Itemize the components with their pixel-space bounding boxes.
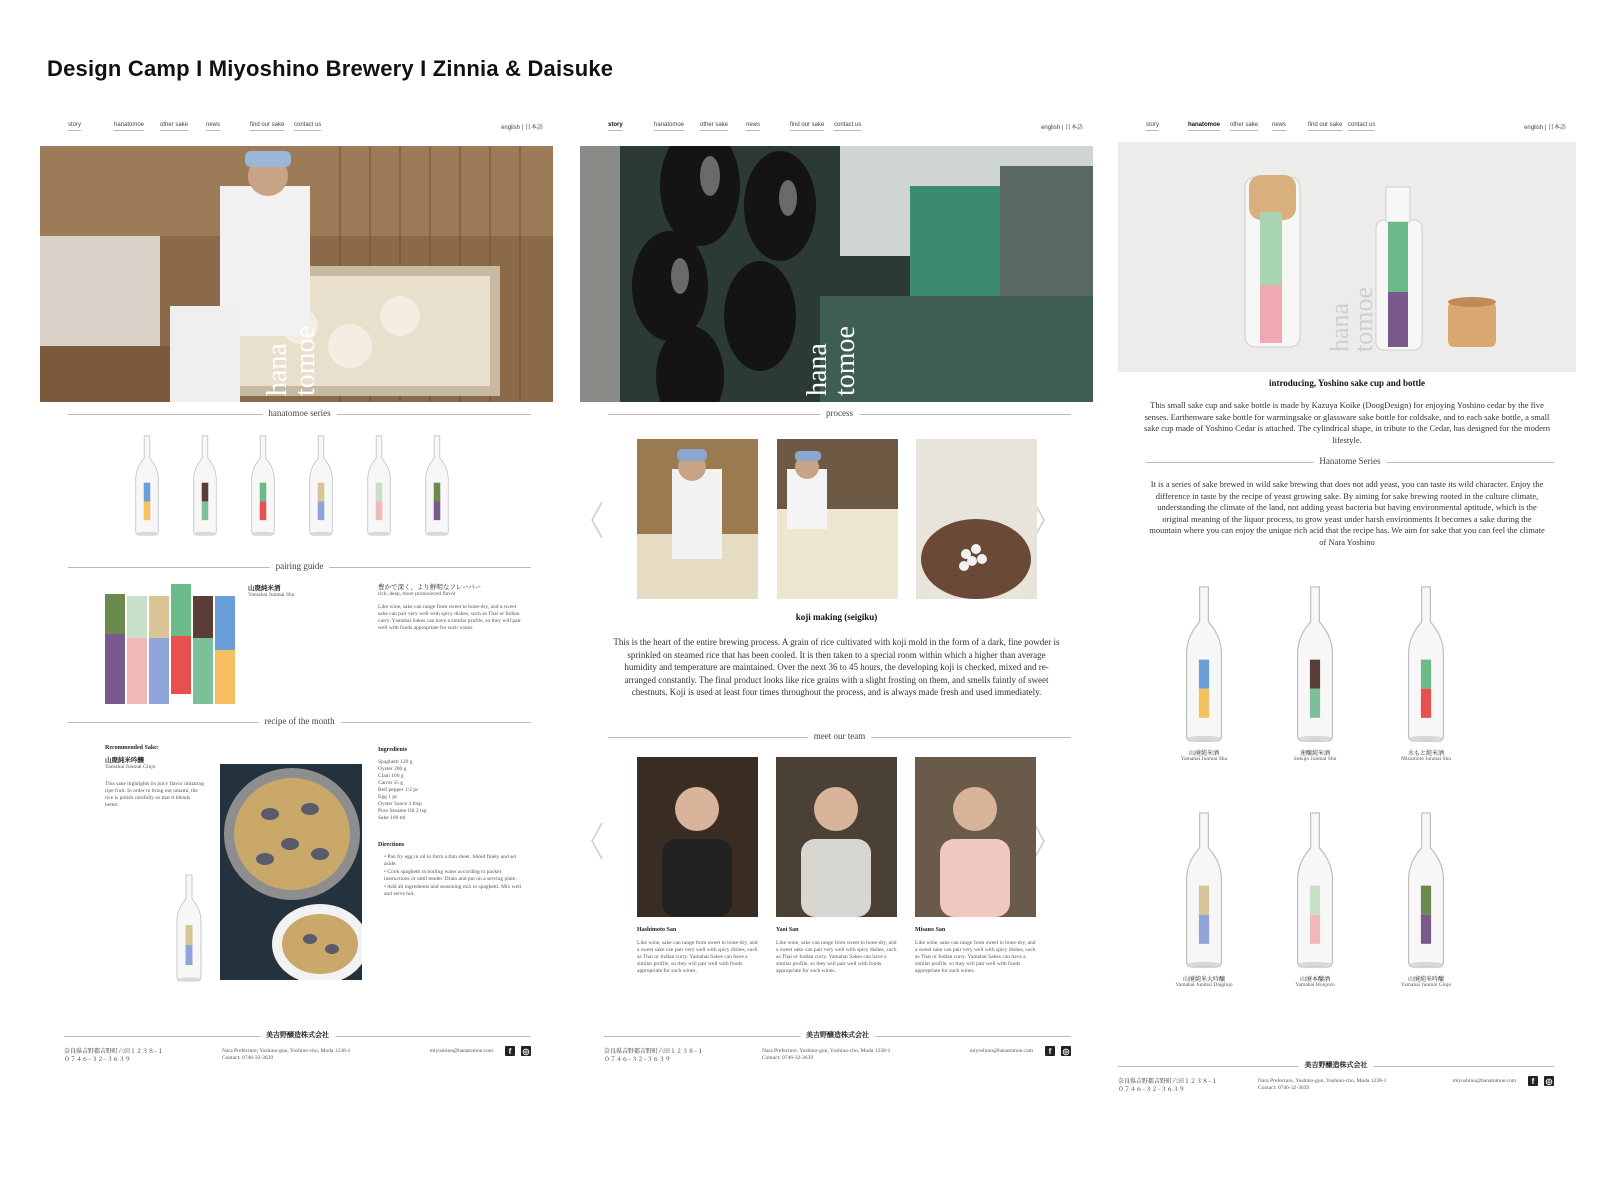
- series-text: It is a series of sake brewed in wild sake brewing that does not add yeast, you can taste its wild character. Enjoy the difference in taste by the recipe of yeast growing sake. By aiming for sake brewing rooted in the culture climate, understanding the climate of the land, not adding yeast bacteria but having environmental aptitude, which is the original meaning of the liquor process, to grow yeast under harsh environments It becomes a sake during the mountain where you can enjoy the unique rich acid that the recipe has. We aim for sake that you can feel the climate of Nara Yoshino: [1149, 479, 1545, 547]
- product-name-en: Sokujo Junmai Shu: [1293, 756, 1337, 762]
- series-bottle[interactable]: [422, 434, 452, 542]
- pairing-block-bottom-5: [215, 650, 235, 704]
- series-bottle[interactable]: [132, 434, 162, 542]
- product-bottle[interactable]: [1177, 810, 1231, 975]
- footer-company: 美吉野醸造株式会社: [260, 1030, 335, 1040]
- recommended-bottle: [173, 873, 205, 983]
- pairing-block-top-1: [127, 596, 147, 638]
- ingredient-item: Sake 100 ml: [378, 815, 406, 821]
- logo-tomoe-text: tomoe: [290, 326, 321, 396]
- product-name-jp: 山廃純米大吟醸: [1182, 977, 1225, 983]
- section-label: process: [820, 408, 859, 418]
- product-name-jp: 山廃純米吟醸: [1407, 977, 1444, 983]
- pairing-block-bottom-4: [193, 638, 213, 704]
- pairing-sake-en: Yamahai Junmai Shu: [248, 592, 295, 598]
- section-label: recipe of the month: [258, 716, 340, 726]
- team-member-bio: Like wine, sake can range from sweet to bone-dry, and a sweet sake can pair very well with spicy dishes, such as Thai or Indian curry. Yamahai Sakes can have a similar profile, so they will pair well with foods appropriate for such wines.: [637, 940, 758, 974]
- section-rule-series: [1146, 456, 1554, 468]
- footer-address-en: Nara Prefecture, Yoshino-gun, Yoshino-cho, Muda 1238-1 Contact: 0746-32-3639: [762, 1048, 891, 1061]
- language-switch[interactable]: english | 日本語: [501, 125, 543, 131]
- nav-hanatomoe[interactable]: hanatomoe: [654, 122, 684, 131]
- ingredient-item: Oyster 200 g: [378, 766, 407, 772]
- hero-image-brewery: [580, 146, 1093, 402]
- nav-other-sake[interactable]: other sake: [160, 122, 188, 131]
- series-bottle[interactable]: [364, 434, 394, 542]
- bullet-icon: •: [384, 869, 388, 875]
- logo-hana-text: hana: [1325, 302, 1354, 352]
- team-member-name: Misano San: [915, 927, 946, 933]
- footer-company: 美吉野醸造株式会社: [1299, 1060, 1374, 1070]
- pairing-flavor-en: rich, deep, more pronounced flavor: [378, 591, 456, 597]
- nav-other-sake[interactable]: other sake: [700, 122, 728, 131]
- section-label: hanatomoe series: [262, 408, 336, 418]
- pairing-block-top-4: [193, 596, 213, 638]
- team-member-bio: Like wine, sake can range from sweet to bone-dry, and a sweet sake can pair very well with spicy dishes, such as Thai or Indian curry. Yamahai Sakes can have a similar profile, so they will pair well with foods appropriate for such wines.: [776, 940, 897, 974]
- section-rule-pairing: [68, 561, 531, 573]
- product-name-en: Yamahai Junmai Daiginjo: [1175, 982, 1233, 988]
- board-title: Design Camp I Miyoshino Brewery I Zinnia & Daisuke: [47, 56, 614, 81]
- nav-find-sake[interactable]: find our sake: [790, 122, 824, 131]
- hanatomoe-logo: [258, 246, 333, 396]
- footer-email[interactable]: miyoshino@hanatomoe.com: [969, 1048, 1033, 1054]
- team-member-bio: Like wine, sake can range from sweet to bone-dry, and a sweet sake can pair very well with spicy dishes, such as Thai or Indian curry. Yamahai Sakes can have a similar profile, so they will pair well with foods appropriate for such wines.: [915, 940, 1036, 974]
- nav-find-sake[interactable]: find our sake: [250, 122, 284, 131]
- top-nav: [1146, 122, 1566, 136]
- product-name-jp: 水もと純米酒: [1407, 751, 1444, 757]
- product-name-jp: 速醸純米酒: [1299, 751, 1330, 757]
- ingredient-item: Carrot 35 g: [378, 780, 404, 786]
- pairing-sake-jp: 山廃純米酒: [248, 585, 281, 592]
- recommended-jp: 山廃純米吟醸: [105, 757, 144, 764]
- process-photo-3: [916, 439, 1037, 599]
- logo-tomoe-text: tomoe: [1349, 287, 1378, 352]
- footer-address-jp: 奈良県吉野郡吉野町六田１２３８−１ ０７４６−３２−３６３９: [1118, 1079, 1218, 1093]
- pairing-text: Like wine, sake can range from sweet to bone-dry, and a sweet sake can pair very well with spicy dishes, such as Thai or Indian curry. Yamahai Sakes can have a similar profile, so they will pair well with foods appropriate for such wines.: [378, 604, 521, 631]
- recommended-en: Yamahai Junmai Ginjo: [105, 764, 156, 770]
- nav-news[interactable]: news: [1272, 122, 1286, 131]
- section-label: Hanatome Series: [1313, 456, 1386, 466]
- product-name-en: Yamahai Junmai Shu: [1180, 756, 1228, 762]
- ingredients-label: Ingredients: [378, 747, 408, 753]
- pairing-block-bottom-1: [127, 638, 147, 704]
- ingredient-item: Clam 100 g: [378, 773, 404, 779]
- pairing-block-top-5: [215, 596, 235, 650]
- directions-list: [378, 854, 528, 898]
- product-name-en: Mizumoto Junmai Shu: [1400, 756, 1452, 762]
- recommended-text: This sake highlights its juicy flavor imitating ripe fruit. In order to bring out umami, the rice is polish carefully so that it blends better.: [105, 781, 204, 808]
- pairing-block-top-0: [105, 594, 125, 634]
- section-label: meet our team: [808, 731, 871, 741]
- nav-story[interactable]: story: [68, 122, 81, 131]
- nav-contact[interactable]: contact us: [834, 122, 861, 131]
- language-switch[interactable]: english | 日本語: [1524, 125, 1566, 131]
- pairing-block-top-3: [171, 584, 191, 636]
- intro-text: This small sake cup and sake bottle is made by Kazuya Koike (DoogDesign) for enjoying Yoshino cedar by the five senses. Earthenware sake bottle for warmingsake or glassware sake bottle for coldsake, and to each sake bottle, a small sake cup made of Yoshino Cedar is attached. The cylindrical shape, in tribute to the Cedar, has designed for the modern lifestyle.: [1144, 400, 1550, 445]
- product-bottle[interactable]: [1399, 810, 1453, 975]
- pairing-color-chart: [105, 582, 241, 704]
- footer-address-en: Nara Prefecture, Yoshino-gun, Yoshino-cho, Muda 1238-1 Contact: 0746-32-3639: [1258, 1078, 1387, 1091]
- ingredient-item: Oyster Sauce 3 tbsp: [378, 801, 422, 807]
- facebook-icon[interactable]: f: [505, 1046, 515, 1056]
- bullet-icon: •: [384, 854, 388, 860]
- section-rule-series: [68, 408, 531, 420]
- product-name-en: Yamahai Junmai Ginjo: [1400, 982, 1452, 988]
- hero-cup-and-bottle: [1118, 142, 1576, 372]
- nav-contact[interactable]: contact us: [1348, 122, 1375, 131]
- pairing-sake-info: [248, 583, 358, 599]
- nav-find-sake[interactable]: find our sake: [1308, 122, 1342, 131]
- logo-hana-text: hana: [802, 343, 833, 396]
- ingredients-list: [378, 759, 528, 822]
- recipe-photo-pasta: [220, 764, 362, 980]
- page-hanatomoe-home: [40, 116, 553, 1076]
- pairing-flavor-jp: 豊かで深く、より鮮明なフレーバー: [378, 584, 482, 591]
- pairing-block-bottom-3: [171, 636, 191, 694]
- ingredient-item: Spaghetti 120 g: [378, 759, 413, 765]
- section-rule-team: [608, 731, 1071, 743]
- nav-hanatomoe[interactable]: hanatomoe: [1188, 122, 1220, 131]
- nav-news[interactable]: news: [746, 122, 760, 131]
- koji-description: This is the heart of the entire brewing process. A grain of rice cultivated with koji mold in the form of a dark, fine powder is sprinkled on steamed rice that has been cooled. It is then taken to a special room within which a higher than average humidity and temperature are maintained. Over the next 36 to 45 hours, the developing koji is checked, mixed and re-arranged constantly. The final product looks like rice grains with a slight frosting on them, and smells faintly of sweet chestnuts. Koji is used at least four times throughout the process, and is always made fresh and used immediately.: [613, 637, 1060, 697]
- hanatomoe-logo: [798, 246, 873, 396]
- facebook-icon[interactable]: f: [1045, 1046, 1055, 1056]
- product-bottle[interactable]: [1288, 810, 1342, 975]
- koji-title: koji making (seigiku): [795, 612, 878, 622]
- section-rule-recipe: [68, 716, 531, 728]
- ingredient-item: Pure Sesame Oil 2 tsp: [378, 808, 427, 814]
- footer-address-jp: 奈良県吉野郡吉野町六田１２３８−１ ０７４６−３２−３６３９: [64, 1049, 164, 1063]
- product-bottle[interactable]: [1288, 584, 1342, 749]
- product-name-jp: 山廃本醸酒: [1299, 977, 1330, 983]
- ingredient-item: Bell pepper 1/2 pc: [378, 787, 419, 793]
- footer-address-en: Nara Prefecture, Yoshino-gun, Yoshino-cho, Muda 1238-1 Contact: 0746-32-3639: [222, 1048, 351, 1061]
- pairing-block-bottom-0: [105, 634, 125, 704]
- nav-story[interactable]: story: [608, 122, 623, 131]
- product-name-jp: 山廃純米酒: [1188, 751, 1219, 757]
- section-label: pairing guide: [270, 561, 330, 571]
- pairing-block-top-2: [149, 596, 169, 638]
- recommended-label: Recommended Sake:: [105, 745, 159, 751]
- process-photo-1: [637, 439, 758, 599]
- nav-news[interactable]: news: [206, 122, 220, 131]
- product-bottle[interactable]: [1399, 584, 1453, 749]
- instagram-icon[interactable]: ◎: [1545, 1077, 1553, 1086]
- footer-email[interactable]: miyoshino@hanatomoe.com: [429, 1048, 493, 1054]
- series-bottle[interactable]: [306, 434, 336, 542]
- page-story: [580, 116, 1093, 1076]
- nav-story[interactable]: story: [1146, 122, 1159, 131]
- pairing-flavor-block: [378, 582, 526, 632]
- direction-step: • Cook spaghetti in boiling water according to packet instructions or until tender. Drain and put on a serving plate.: [384, 869, 517, 882]
- top-nav: [608, 122, 1083, 136]
- nav-other-sake[interactable]: other sake: [1230, 122, 1258, 131]
- logo-hana-text: hana: [262, 343, 293, 396]
- series-bottle[interactable]: [190, 434, 220, 542]
- recipe-ingredients: [378, 747, 528, 899]
- hero-image-brewer: [40, 146, 553, 402]
- instagram-icon[interactable]: ◎: [1062, 1047, 1070, 1056]
- carousel-prev-icon[interactable]: [590, 500, 604, 540]
- instagram-icon[interactable]: ◎: [522, 1047, 530, 1056]
- product-bottle[interactable]: [1177, 584, 1231, 749]
- top-nav: [68, 122, 543, 136]
- bullet-icon: •: [384, 884, 387, 890]
- team-photo: [776, 757, 897, 917]
- team-photo: [915, 757, 1036, 917]
- team-member-name: Hashimoto San: [637, 927, 677, 933]
- facebook-icon[interactable]: f: [1528, 1076, 1538, 1086]
- process-photo-2: [777, 439, 898, 599]
- nav-hanatomoe[interactable]: hanatomoe: [114, 122, 144, 131]
- direction-step: • Add all ingredients and seasoning mix to spaghetti. Mix well and serve hot.: [384, 884, 522, 897]
- team-prev-icon[interactable]: [590, 821, 604, 861]
- footer-email[interactable]: miyoshino@hanatomoe.com: [1452, 1078, 1516, 1084]
- section-rule-process: [608, 408, 1071, 420]
- direction-step: • Pan fry egg in oil to form a thin sheet. Shred finely and set aside.: [384, 854, 517, 867]
- language-switch[interactable]: english | 日本語: [1041, 125, 1083, 131]
- team-photo: [637, 757, 758, 917]
- page-hanatomoe-products: [1118, 116, 1576, 1093]
- footer-address-jp: 奈良県吉野郡吉野町六田１２３８−１ ０７４６−３２−３６３９: [604, 1049, 704, 1063]
- directions-label: Directions: [378, 842, 405, 848]
- recommended-sake: [105, 745, 205, 809]
- footer-company: 美吉野醸造株式会社: [800, 1030, 875, 1040]
- series-bottle[interactable]: [248, 434, 278, 542]
- pairing-block-bottom-2: [149, 638, 169, 704]
- ingredient-item: Egg 1 pc: [378, 794, 398, 800]
- product-name-en: Yamahai Honjozo: [1295, 982, 1335, 988]
- team-member-name: Yaoi San: [776, 927, 799, 933]
- nav-contact[interactable]: contact us: [294, 122, 321, 131]
- intro-title: introducing, Yoshino sake cup and bottle: [1268, 378, 1426, 388]
- logo-tomoe-text: tomoe: [830, 326, 861, 396]
